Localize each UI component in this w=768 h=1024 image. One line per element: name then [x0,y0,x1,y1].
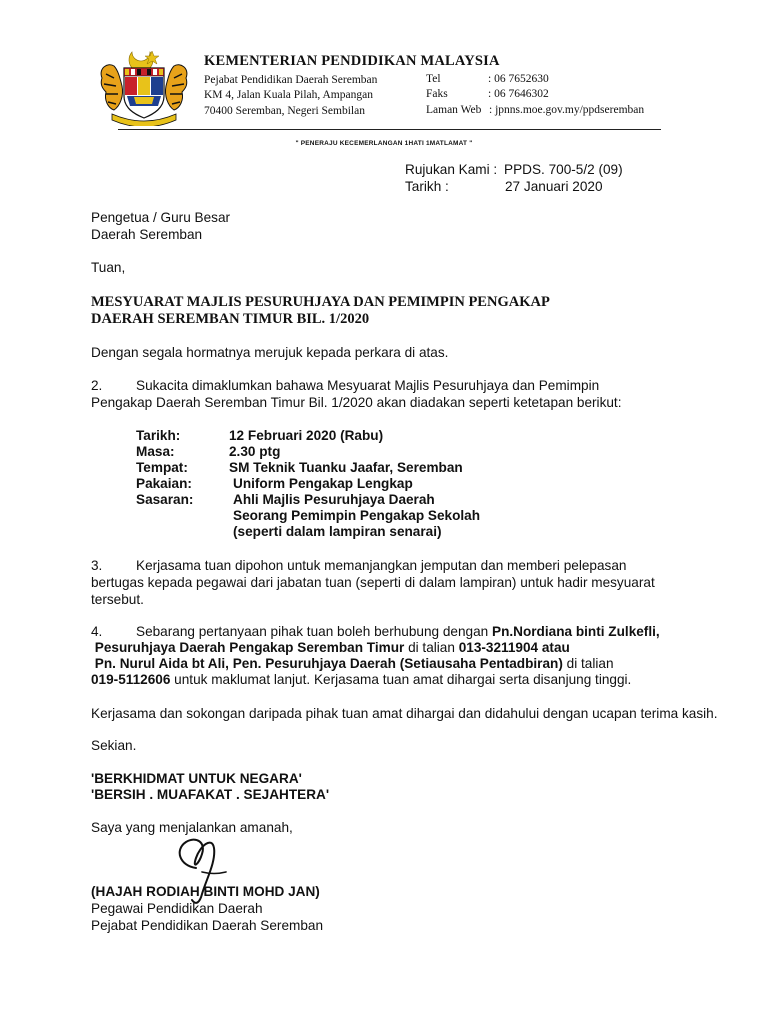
address-line-1: Pejabat Pendidikan Daerah Seremban [204,74,378,86]
motto: " PENERAJU KECEMERLANGAN 1HATI 1MATLAMAT " [295,140,473,147]
detail-value-masa: 2.30 ptg [229,444,281,459]
closing: Sekian. [91,738,137,753]
paragraph-4-line-4-text: untuk maklumat lanjut. Kerjasama tuan amat dihargai serta disanjung tinggi. [170,672,632,687]
address-line-2: KM 4, Jalan Kuala Pilah, Ampangan [204,89,373,101]
address-line-3: 70400 Seremban, Negeri Sembilan [204,105,365,117]
paragraph-4-line-1-text: Sebarang pertanyaan pihak tuan boleh berhubung dengan [136,624,492,639]
paragraph-2-number: 2. [91,378,103,393]
paragraph-1: Dengan segala hormatnya merujuk kepada perkara di atas. [91,345,449,360]
paragraph-4-line-4 [91,672,631,687]
paragraph-4-line-3-text: di talian [562,656,614,671]
tel-value: : 06 7652630 [488,73,549,85]
subject-line-1: MESYUARAT MAJLIS PESURUHJAYA DAN PEMIMPIN PENGAKAP [91,294,550,310]
website-label: Laman Web [426,104,482,116]
paragraph-3-number: 3. [91,558,103,573]
date-value: 27 Januari 2020 [505,179,603,194]
ministry-name: KEMENTERIAN PENDIDIKAN MALAYSIA [204,53,500,69]
slogan-line-2: 'BERSIH . MUAFAKAT . SEJAHTERA' [91,787,330,802]
detail-value-sasaran-3: (seperti dalam lampiran senarai) [233,524,442,539]
contact-phone-1: 013-3211904 atau [458,640,570,655]
signatory-name: (HAJAH RODIAH BINTI MOHD JAN) [91,884,320,899]
malaysia-coat-of-arms-icon [94,48,194,126]
detail-label-tarikh: Tarikh: [136,428,181,443]
detail-label-pakaian: Pakaian: [136,476,192,491]
detail-value-sasaran-2: Seorang Pemimpin Pengakap Sekolah [233,508,481,523]
signatory-office: Pejabat Pendidikan Daerah Seremban [91,918,324,933]
detail-value-pakaian: Uniform Pengakap Lengkap [233,476,413,491]
paragraph-4-line-2 [91,640,570,655]
detail-value-tempat: SM Teknik Tuanku Jaafar, Seremban [229,460,463,475]
paragraph-4-line-2-text: di talian [404,640,459,655]
contact-title-1: Pesuruhjaya Daerah Pengakap Seremban Timur [91,640,405,655]
subject-line-2: DAERAH SEREMBAN TIMUR BIL. 1/2020 [91,311,370,327]
reference-value: PPDS. 700-5/2 (09) [504,162,623,177]
detail-value-sasaran: Ahli Majlis Pesuruhjaya Daerah [233,492,435,507]
paragraph-3-line-2: bertugas kepada pegawai dari jabatan tuan (seperti di dalam lampiran) untuk hadir mesyuarat [91,575,655,590]
amanah-line: Saya yang menjalankan amanah, [91,820,293,835]
paragraph-2-line-2: Pengakap Daerah Seremban Timur Bil. 1/2020 akan diadakan seperti ketetapan berikut: [91,395,622,410]
paragraph-3-line-3: tersebut. [91,592,144,607]
contact-name-2: Pn. Nurul Aida bt Ali, Pen. Pesuruhjaya Daerah (Setiausaha Pentadbiran) [91,656,563,671]
date-label: Tarikh : [405,179,449,194]
contact-name-1: Pn.Nordiana binti Zulkefli, [492,624,660,639]
paragraph-2-line-1: Sukacita dimaklumkan bahawa Mesyuarat Majlis Pesuruhjaya dan Pemimpin [136,378,600,393]
paragraph-5: Kerjasama dan sokongan daripada pihak tuan amat dihargai dan didahului dengan ucapan terima kasih. [91,706,718,721]
fax-label: Faks [426,88,448,100]
header-divider [118,129,661,130]
slogan-line-1: 'BERKHIDMAT UNTUK NEGARA' [91,771,302,786]
paragraph-4-line-3 [91,656,614,671]
detail-label-tempat: Tempat: [136,460,188,475]
signatory-position: Pegawai Pendidikan Daerah [91,901,263,916]
tel-label: Tel [426,73,441,85]
detail-label-masa: Masa: [136,444,175,459]
detail-label-sasaran: Sasaran: [136,492,194,507]
detail-value-tarikh: 12 Februari 2020 (Rabu) [229,428,384,443]
recipient-line-2: Daerah Seremban [91,227,203,242]
contact-phone-2: 019-5112606 [91,672,171,687]
paragraph-3-line-1: Kerjasama tuan dipohon untuk memanjangkan jemputan dan memberi pelepasan [136,558,627,573]
salutation: Tuan, [91,260,126,275]
paragraph-4-number: 4. [91,624,103,639]
recipient-line-1: Pengetua / Guru Besar [91,210,231,225]
website-value: : jpnns.moe.gov.my/ppdseremban [489,104,645,116]
fax-value: : 06 7646302 [488,88,549,100]
reference-label: Rujukan Kami : [405,162,498,177]
paragraph-4-line-1 [136,624,660,639]
